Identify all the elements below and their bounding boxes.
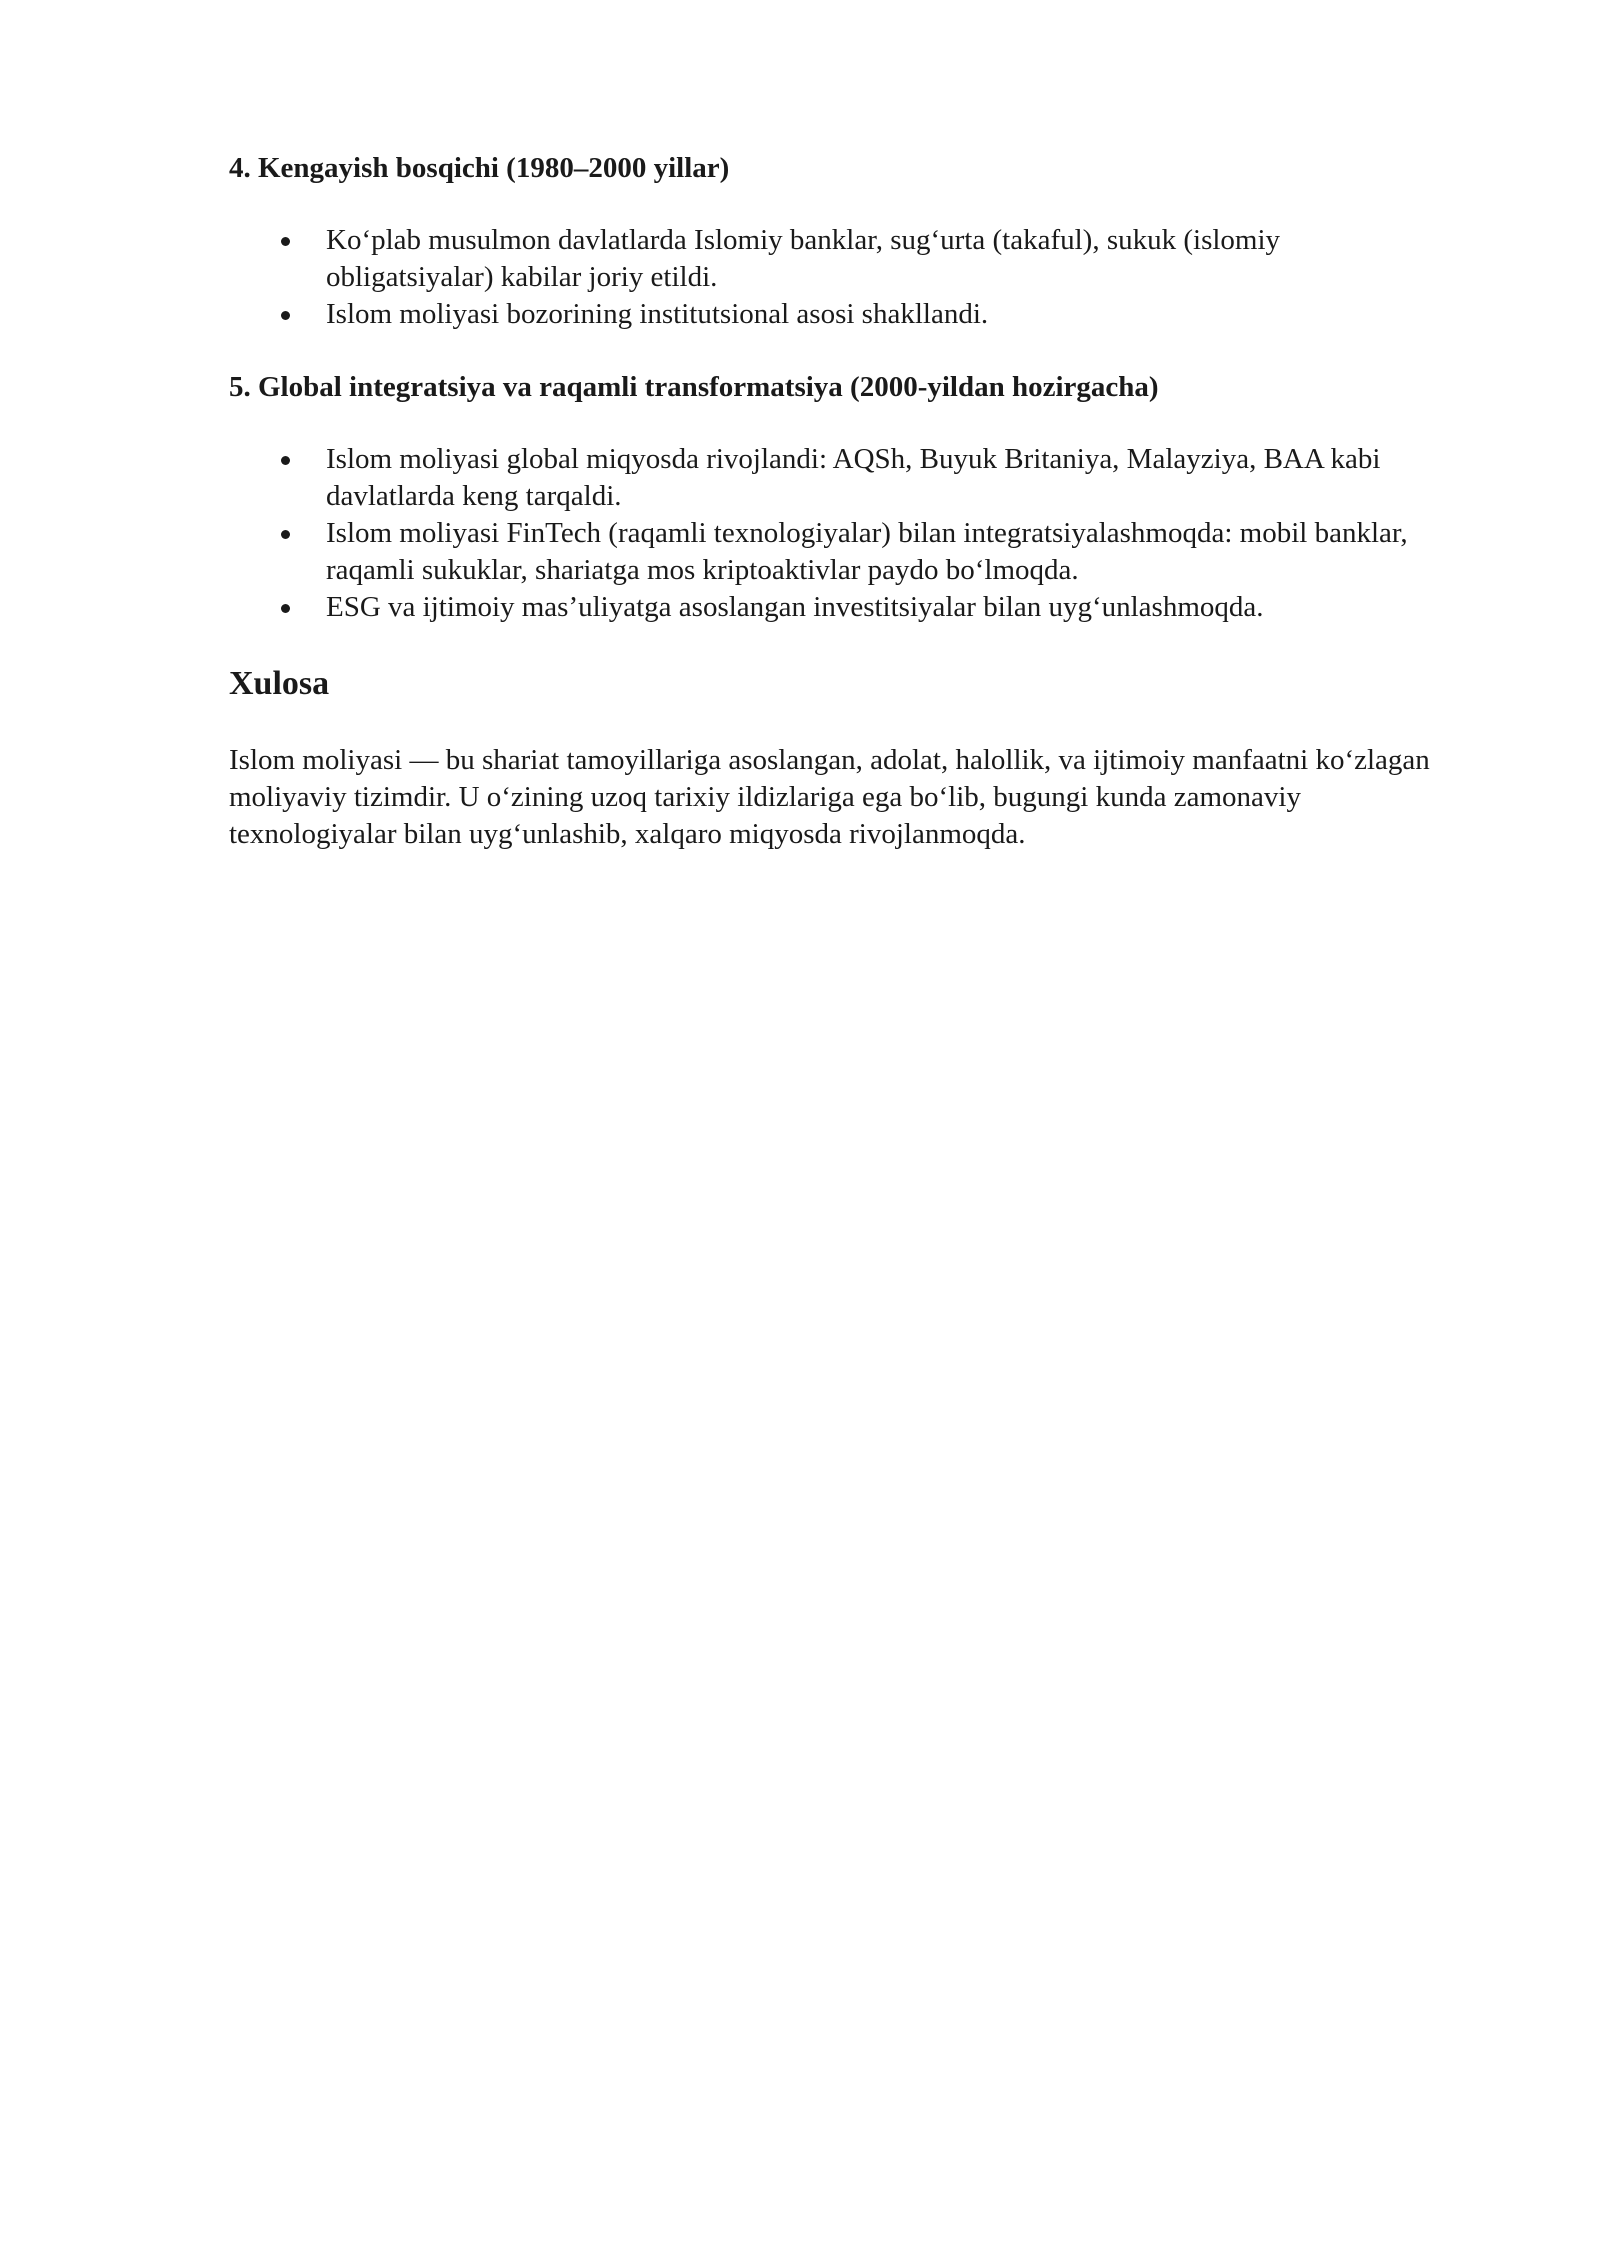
section-heading: 4. Kengayish bosqichi (1980–2000 yillar) — [229, 152, 730, 184]
list-item — [229, 441, 1449, 515]
section-global-integration — [229, 369, 1449, 626]
bullet-icon — [281, 237, 290, 246]
list-item — [229, 515, 1449, 589]
document-page — [229, 150, 1449, 853]
bullet-icon — [281, 604, 290, 613]
list-item-text: Islom moliyasi bozorining institutsional asosi shakllandi. — [326, 298, 989, 330]
list-item — [229, 589, 1449, 626]
bullet-icon — [281, 311, 290, 320]
list-item-text: Islom moliyasi global miqyosda rivojlandi: AQSh, Buyuk Britaniya, Malayziya, BAA kabi davlatlarda keng tarqaldi. — [326, 443, 1381, 512]
bullet-list — [229, 222, 1449, 333]
summary-paragraph: Islom moliyasi — bu shariat tamoyillariga asoslangan, adolat, halollik, va ijtimoiy manfaatni ko‘zlagan moliyaviy tizimdir. U o‘zining uzoq tarixiy ildizlariga ega bo‘lib, bugungi kunda zamonaviy texnologiyalar bilan uyg‘unlashib, xalqaro miqyosda rivojlanmoqda. — [229, 744, 1430, 850]
list-item — [229, 222, 1449, 296]
section-heading: 5. Global integratsiya va raqamli transformatsiya (2000-yildan hozirgacha) — [229, 371, 1159, 403]
list-item — [229, 296, 1449, 333]
summary-heading: Xulosa — [229, 665, 330, 702]
bullet-icon — [281, 456, 290, 465]
list-item-text: Islom moliyasi FinTech (raqamli texnologiyalar) bilan integratsiyalashmoqda: mobil banklar, raqamli sukuklar, shariatga mos kriptoaktivlar paydo bo‘lmoqda. — [326, 517, 1408, 586]
section-expansion-stage — [229, 150, 1449, 333]
list-item-text: Ko‘plab musulmon davlatlarda Islomiy banklar, sug‘urta (takaful), sukuk (islomiy obligatsiyalar) kabilar joriy etildi. — [326, 224, 1281, 293]
bullet-icon — [281, 530, 290, 539]
bullet-list — [229, 441, 1449, 626]
list-item-text: ESG va ijtimoiy mas’uliyatga asoslangan investitsiyalar bilan uyg‘unlashmoqda. — [326, 591, 1264, 623]
